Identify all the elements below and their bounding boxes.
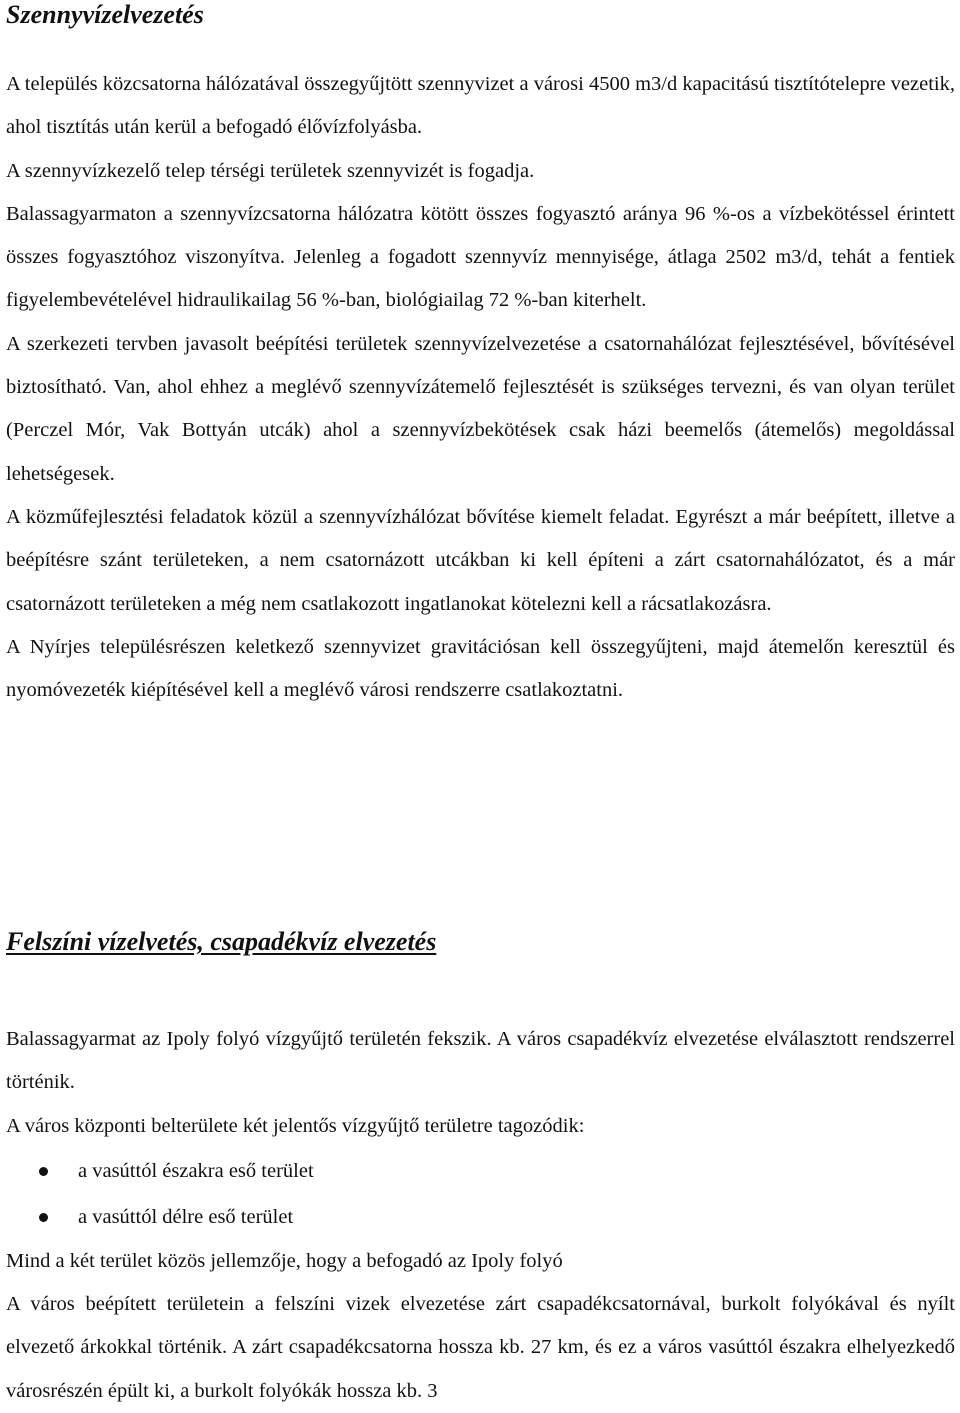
bullet-list xyxy=(6,1148,955,1240)
paragraph: Balassagyarmat az Ipoly folyó vízgyűjtő területén fekszik. A város csapadékvíz elvezetése elválasztott rendszerrel történik. xyxy=(6,1028,955,1094)
paragraph: A város beépített területein a felszíni vizek elvezetése zárt csapadékcsatornával, burkolt folyókával és nyílt elvezető árkokkal történik. A zárt csapadékcsatorna hossza kb. 27 km, és ez a város vasúttól északra elhelyezkedő városrészén épült ki, a burkolt folyókák hossza kb. 3 xyxy=(6,1293,955,1402)
bullet-item xyxy=(6,1194,955,1240)
section-title-szennyvizelvezetes: Szennyvízelvezetés xyxy=(6,0,204,29)
paragraph: A település közcsatorna hálózatával összegyűjtött szennyvizet a városi 4500 m3/d kapacitású tisztítótelepre vezetik, ahol tisztítás után kerül a befogadó élővízfolyásba. xyxy=(6,73,955,139)
paragraph: A város központi belterülete két jelentős vízgyűjtő területre tagozódik: xyxy=(6,1114,585,1137)
paragraph: A szennyvízkezelő telep térségi területek szennyvizét is fogadja. xyxy=(6,159,535,182)
paragraph: Mind a két terület közös jellemzője, hogy a befogadó az Ipoly folyó xyxy=(6,1249,563,1272)
paragraph: Balassagyarmaton a szennyvízcsatorna hálózatra kötött összes fogyasztó aránya 96 %-os a vízbekötéssel érintett összes fogyasztóhoz viszonyítva. Jelenleg a fogadott szennyvíz mennyisége, átlaga 2502 m3/d, tehát a fentiek figyelembevételével hidraulikailag 56 %-ban, biológiailag 72 %-ban kiterhelt. xyxy=(6,202,955,312)
bullet-text: a vasúttól délre eső terület xyxy=(78,1205,294,1228)
paragraph: A Nyírjes településrészen keletkező szennyvizet gravitációsan kell összegyűjteni, majd átemelőn keresztül és nyomóvezeték kiépítésével kell a meglévő városi rendszerre csatlakoztatni. xyxy=(6,635,955,702)
bullet-item xyxy=(6,1148,955,1194)
section-title-felszini-vizelvezetes: Felszíni vízelvetés, csapadékvíz elvezetés xyxy=(6,927,437,956)
paragraph: A szerkezeti tervben javasolt beépítési területek szennyvízelvezetése a csatornahálózat fejlesztésével, bővítésével biztosítható. Van, ahol ehhez a meglévő szennyvízátemelő fejlesztését is szükséges tervezni, és van olyan terület (Perczel Mór, Vak Bottyán utcák) ahol a szennyvízbekötések csak házi beemelős (átemelős) megoldással lehetségesek. xyxy=(6,332,955,485)
section-body-felszini-vizelvezetes xyxy=(6,1018,955,1413)
bullet-icon xyxy=(39,1213,48,1222)
paragraph: A közműfejlesztési feladatok közül a szennyvízhálózat bővítése kiemelt feladat. Egyrészt a már beépített, illetve a beépítésre szánt területeken, a nem csatornázott utcákban ki kell építeni a zárt csatornahálózatot, és a már csatornázott területeken a még nem csatlakozott ingatlanokat kötelezni kell a rácsatlakozásra. xyxy=(6,505,955,615)
bullet-text: a vasúttól északra eső terület xyxy=(78,1159,314,1182)
section-body-szennyvizelvezetes xyxy=(6,63,955,712)
bullet-icon xyxy=(39,1167,48,1176)
